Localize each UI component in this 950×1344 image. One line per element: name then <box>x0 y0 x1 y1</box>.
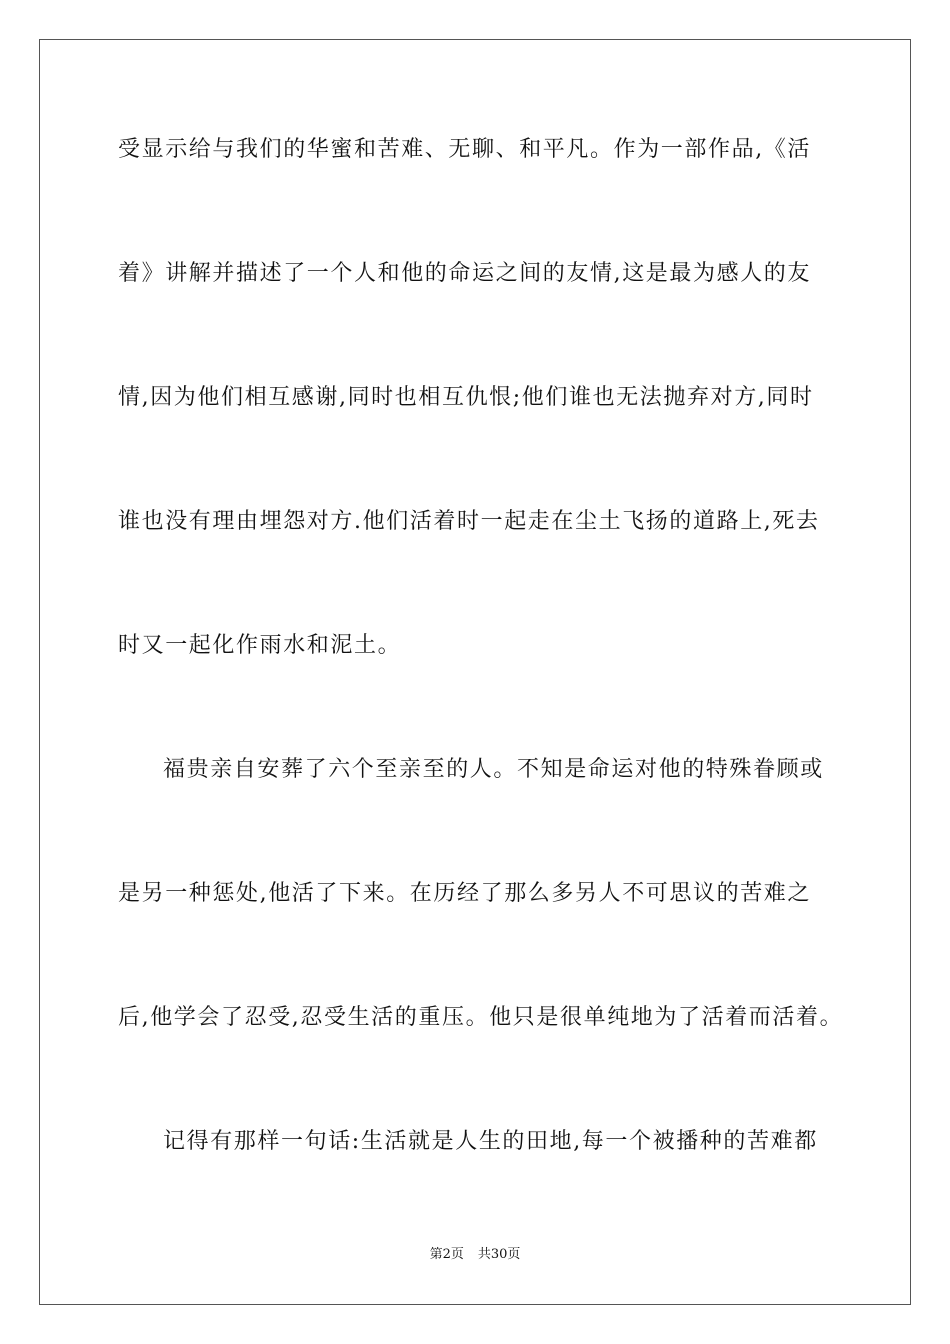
body-line-5: 时又一起化作雨水和泥土。 <box>118 633 402 658</box>
body-line-2: 着》讲解并描述了一个人和他的命运之间的友情,这是最为感人的友 <box>118 261 811 286</box>
body-line-6: 福贵亲自安葬了六个至亲至的人。不知是命运对他的特殊眷顾或 <box>163 757 824 782</box>
page-footer <box>0 1246 950 1264</box>
body-line-7: 是另一种惩处,他活了下来。在历经了那么多另人不可思议的苦难之 <box>118 881 811 906</box>
body-line-9: 记得有那样一句话:生活就是人生的田地,每一个被播种的苦难都 <box>163 1129 818 1154</box>
body-line-3: 情,因为他们相互感谢,同时也相互仇恨;他们谁也无法抛弃对方,同时 <box>118 385 814 410</box>
page-frame <box>39 39 911 1305</box>
body-line-1: 受显示给与我们的华蜜和苦难、无聊、和平凡。作为一部作品,《活 <box>118 137 811 162</box>
body-line-8: 后,他学会了忍受,忍受生活的重压。他只是很单纯地为了活着而活着。 <box>118 1005 844 1030</box>
body-line-4: 谁也没有理由埋怨对方.他们活着时一起走在尘土飞扬的道路上,死去 <box>118 509 820 534</box>
page-number: 第2页 <box>429 1247 464 1262</box>
page-total: 共30页 <box>477 1247 521 1262</box>
